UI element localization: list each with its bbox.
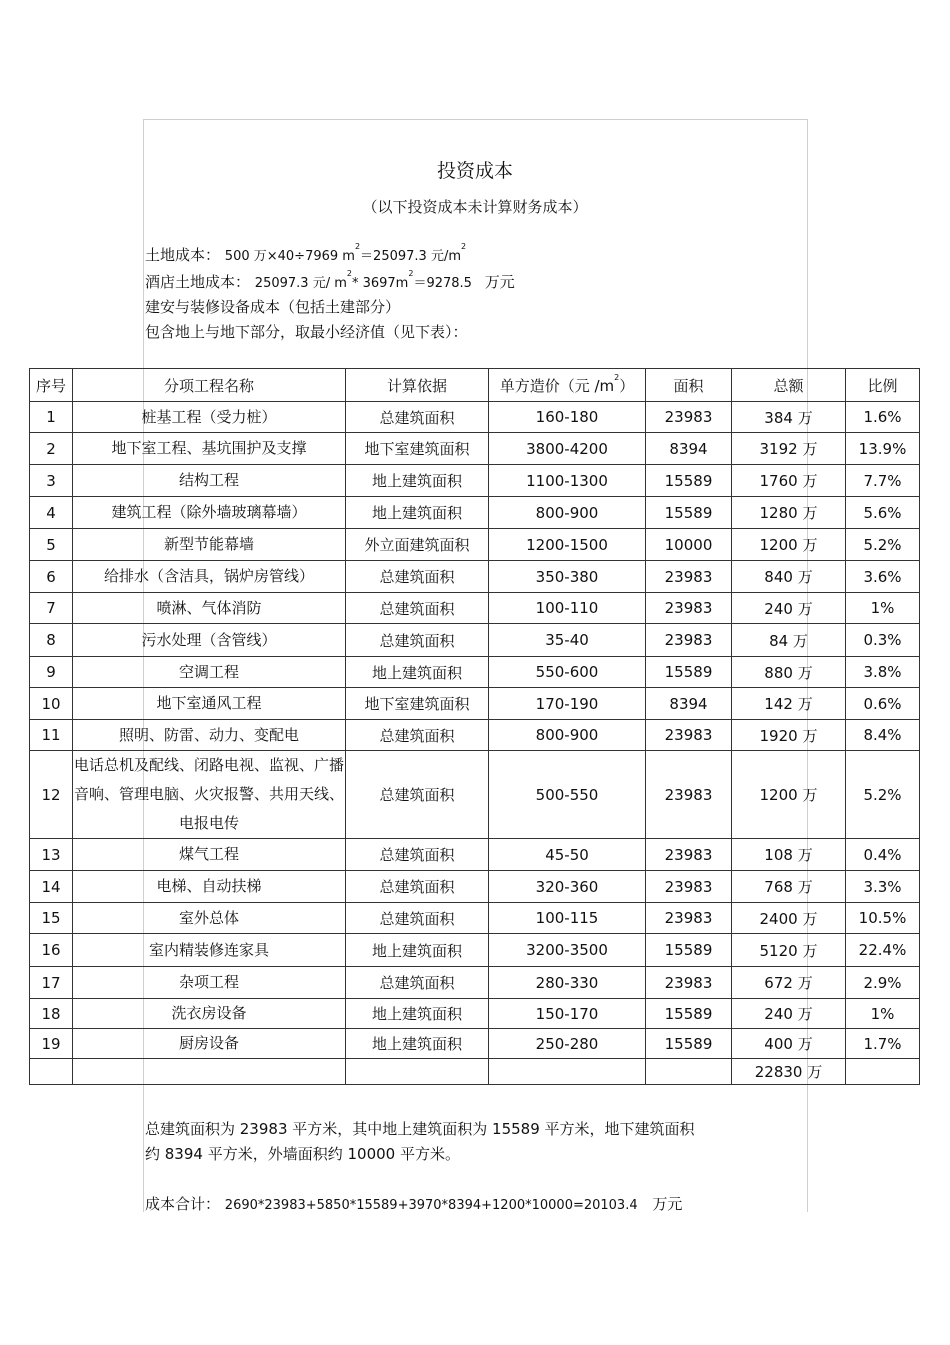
cell-item-name: 地下室通风工程 xyxy=(73,688,346,720)
cell-total: 1200 万 xyxy=(732,751,846,839)
cell-item-name: 给排水（含洁具，锅炉房管线） xyxy=(73,561,346,593)
cell-ratio: 3.6% xyxy=(846,561,920,593)
cell-total: 108 万 xyxy=(732,839,846,871)
cell-unit-price: 1100-1300 xyxy=(489,465,646,497)
cell-index: 3 xyxy=(30,465,73,497)
table-row xyxy=(30,871,920,903)
hotel-land-cost-formula-a: 25097.3 元/ m xyxy=(254,276,347,291)
cell-unit-price: 160-180 xyxy=(489,402,646,433)
cell-area: 8394 xyxy=(646,433,732,465)
hotel-land-cost-formula-b: * 3697m xyxy=(351,276,409,291)
table-row xyxy=(30,967,920,999)
cell-index: 18 xyxy=(30,999,73,1029)
cell-index: 10 xyxy=(30,688,73,720)
superscript: 2 xyxy=(346,269,352,278)
cell-unit-price: 250-280 xyxy=(489,1029,646,1059)
table-row xyxy=(30,465,920,497)
page-title: 投资成本 xyxy=(436,160,513,182)
cell-item-name: 新型节能幕墙 xyxy=(73,529,346,561)
cell-item-name: 地下室工程、基坑围护及支撑 xyxy=(73,433,346,465)
table-row xyxy=(30,529,920,561)
cell-item-name: 照明、防雷、动力、变配电 xyxy=(73,720,346,751)
cell-ratio: 3.8% xyxy=(846,657,920,688)
cell-area: 23983 xyxy=(646,720,732,751)
cell-index: 4 xyxy=(30,497,73,529)
cell-ratio: 5.2% xyxy=(846,751,920,839)
cell-item-name: 煤气工程 xyxy=(73,839,346,871)
cell-grand-total: 22830 万 xyxy=(732,1059,846,1085)
cell-unit-price: 100-110 xyxy=(489,593,646,624)
cell-total: 1200 万 xyxy=(732,529,846,561)
cell-ratio: 1% xyxy=(846,593,920,624)
cell-basis: 总建筑面积 xyxy=(346,402,489,433)
cell-unit-price: 100-115 xyxy=(489,903,646,934)
cell-basis: 总建筑面积 xyxy=(346,720,489,751)
hotel-land-cost-unit: 万元 xyxy=(484,273,515,291)
cell-total: 672 万 xyxy=(732,967,846,999)
cell-ratio: 5.2% xyxy=(846,529,920,561)
cell-index: 12 xyxy=(30,751,73,839)
cell-ratio: 1.6% xyxy=(846,402,920,433)
cell-index: 14 xyxy=(30,871,73,903)
cell-unit-price: 500-550 xyxy=(489,751,646,839)
page-subtitle: （以下投资成本未计算财务成本） xyxy=(362,198,588,216)
cell-item-name: 室内精装修连家具 xyxy=(73,934,346,967)
header-ratio: 比例 xyxy=(846,369,920,402)
include-line: 包含地上与地下部分，取最小经济值（见下表）： xyxy=(145,323,468,341)
table-total-row xyxy=(30,1059,920,1085)
cell-unit-price: 800-900 xyxy=(489,497,646,529)
cost-total-unit: 万元 xyxy=(652,1195,683,1213)
table-row xyxy=(30,999,920,1029)
cell-total: 3192 万 xyxy=(732,433,846,465)
table-row xyxy=(30,497,920,529)
cell-index: 17 xyxy=(30,967,73,999)
cell-unit-price: 1200-1500 xyxy=(489,529,646,561)
cell-index: 2 xyxy=(30,433,73,465)
cell-index: 1 xyxy=(30,402,73,433)
cell-item-name: 洗衣房设备 xyxy=(73,999,346,1029)
cell-index: 8 xyxy=(30,624,73,657)
cell-basis: 地下室建筑面积 xyxy=(346,433,489,465)
cost-total-formula: 2690*23983+5850*15589+3970*8394+1200*10000=20103.4 xyxy=(224,1198,638,1213)
cell-total: 84 万 xyxy=(732,624,846,657)
cell-area: 23983 xyxy=(646,624,732,657)
table-row xyxy=(30,402,920,433)
cost-table xyxy=(29,368,920,1085)
cell-basis: 总建筑面积 xyxy=(346,903,489,934)
table-row xyxy=(30,593,920,624)
land-cost-formula-a: 500 万×40÷7969 m xyxy=(224,249,355,264)
cell-area: 15589 xyxy=(646,465,732,497)
header-total: 总额 xyxy=(732,369,846,402)
header-index: 序号 xyxy=(30,369,73,402)
cell-ratio: 1.7% xyxy=(846,1029,920,1059)
superscript: 2 xyxy=(460,242,467,251)
cell-basis: 地上建筑面积 xyxy=(346,465,489,497)
cell-ratio: 3.3% xyxy=(846,871,920,903)
hotel-land-cost-line xyxy=(145,271,515,292)
cell-index: 7 xyxy=(30,593,73,624)
cell-ratio: 7.7% xyxy=(846,465,920,497)
cell-unit-price: 350-380 xyxy=(489,561,646,593)
cell-area: 15589 xyxy=(646,1029,732,1059)
cell-basis: 总建筑面积 xyxy=(346,561,489,593)
cell-unit-price: 550-600 xyxy=(489,657,646,688)
cell-area: 23983 xyxy=(646,967,732,999)
cell-index: 13 xyxy=(30,839,73,871)
cell-total: 240 万 xyxy=(732,593,846,624)
cell-unit-price: 280-330 xyxy=(489,967,646,999)
construction-line: 建安与装修设备成本（包括土建部分） xyxy=(145,298,401,316)
cell-ratio: 1% xyxy=(846,999,920,1029)
hotel-land-cost-label: 酒店土地成本： xyxy=(145,273,251,291)
cell-basis: 地上建筑面积 xyxy=(346,934,489,967)
cell-ratio: 22.4% xyxy=(846,934,920,967)
cell-basis: 总建筑面积 xyxy=(346,593,489,624)
cell-basis: 地上建筑面积 xyxy=(346,1029,489,1059)
table-row xyxy=(30,624,920,657)
table-row xyxy=(30,903,920,934)
table-row xyxy=(30,688,920,720)
land-cost-formula-b: ＝25097.3 元/m xyxy=(360,249,461,264)
cell-area: 8394 xyxy=(646,688,732,720)
cell-index: 6 xyxy=(30,561,73,593)
table-row xyxy=(30,657,920,688)
cell-unit-price: 3200-3500 xyxy=(489,934,646,967)
header-basis: 计算依据 xyxy=(346,369,489,402)
cell-total: 768 万 xyxy=(732,871,846,903)
cell-index: 15 xyxy=(30,903,73,934)
cell-area: 23983 xyxy=(646,402,732,433)
superscript: 2 xyxy=(408,269,414,278)
header-unit-price: 单方造价（元 $/m^2$） xyxy=(489,369,646,402)
cell-item-name: 建筑工程（除外墙玻璃幕墙） xyxy=(73,497,346,529)
cell-item-name: 污水处理（含管线） xyxy=(73,624,346,657)
header-area: 面积 xyxy=(646,369,732,402)
cell-basis: 地上建筑面积 xyxy=(346,999,489,1029)
cell-basis: 地下室建筑面积 xyxy=(346,688,489,720)
cell-ratio: 13.9% xyxy=(846,433,920,465)
cell-item-name: 喷淋、气体消防 xyxy=(73,593,346,624)
cell-empty xyxy=(646,1059,732,1085)
cell-empty xyxy=(73,1059,346,1085)
cell-basis: 地上建筑面积 xyxy=(346,497,489,529)
cell-area: 23983 xyxy=(646,751,732,839)
cell-area: 10000 xyxy=(646,529,732,561)
cell-total: 1280 万 xyxy=(732,497,846,529)
cell-index: 11 xyxy=(30,720,73,751)
cell-area: 23983 xyxy=(646,871,732,903)
cell-basis: 总建筑面积 xyxy=(346,751,489,839)
cell-item-name: 室外总体 xyxy=(73,903,346,934)
cell-ratio: 5.6% xyxy=(846,497,920,529)
cell-area: 23983 xyxy=(646,903,732,934)
superscript: 2 xyxy=(354,242,361,251)
cell-ratio: 0.4% xyxy=(846,839,920,871)
table-row xyxy=(30,433,920,465)
cell-index: 16 xyxy=(30,934,73,967)
cell-ratio: 10.5% xyxy=(846,903,920,934)
cell-area: 15589 xyxy=(646,934,732,967)
cell-item-name: 结构工程 xyxy=(73,465,346,497)
cell-unit-price: 35-40 xyxy=(489,624,646,657)
cell-empty xyxy=(489,1059,646,1085)
cell-total: 1760 万 xyxy=(732,465,846,497)
cell-basis: 总建筑面积 xyxy=(346,871,489,903)
cell-index: 19 xyxy=(30,1029,73,1059)
cell-ratio: 0.3% xyxy=(846,624,920,657)
land-cost-label: 土地成本： xyxy=(145,246,221,264)
cell-item-name: 桩基工程（受力桩） xyxy=(73,402,346,433)
cell-item-name: 厨房设备 xyxy=(73,1029,346,1059)
cell-ratio: 8.4% xyxy=(846,720,920,751)
cell-area: 23983 xyxy=(646,561,732,593)
cell-basis: 地上建筑面积 xyxy=(346,657,489,688)
table-row xyxy=(30,1029,920,1059)
cell-total: 384 万 xyxy=(732,402,846,433)
cell-total: 400 万 xyxy=(732,1029,846,1059)
header-item-name: 分项工程名称 xyxy=(73,369,346,402)
cell-basis: 总建筑面积 xyxy=(346,624,489,657)
hotel-land-cost-formula-c: ＝9278.5 xyxy=(413,276,472,291)
cell-empty xyxy=(30,1059,73,1085)
cell-ratio: 2.9% xyxy=(846,967,920,999)
cell-total: 240 万 xyxy=(732,999,846,1029)
cell-empty xyxy=(846,1059,920,1085)
cell-total: 1920 万 xyxy=(732,720,846,751)
cell-area: 23983 xyxy=(646,593,732,624)
cell-area: 23983 xyxy=(646,839,732,871)
table-row xyxy=(30,720,920,751)
table-row xyxy=(30,561,920,593)
cost-total-label: 成本合计： xyxy=(145,1195,221,1213)
cell-basis: 总建筑面积 xyxy=(346,967,489,999)
table-row xyxy=(30,751,920,839)
cell-basis: 总建筑面积 xyxy=(346,839,489,871)
land-cost-line xyxy=(145,244,466,265)
table-row xyxy=(30,934,920,967)
table-row xyxy=(30,839,920,871)
cell-item-name: 电话总机及配线、闭路电视、监视、广播音响、管理电脑、火灾报警、共用天线、电报电传 xyxy=(73,751,346,839)
cell-empty xyxy=(346,1059,489,1085)
table-header-row xyxy=(30,369,920,402)
cell-item-name: 杂项工程 xyxy=(73,967,346,999)
cell-ratio: 0.6% xyxy=(846,688,920,720)
cell-unit-price: 3800-4200 xyxy=(489,433,646,465)
cell-unit-price: 170-190 xyxy=(489,688,646,720)
cell-unit-price: 320-360 xyxy=(489,871,646,903)
cell-total: 2400 万 xyxy=(732,903,846,934)
cell-unit-price: 150-170 xyxy=(489,999,646,1029)
area-note-line2: 约 8394 平方米，外墙面积约 10000 平方米。 xyxy=(145,1145,460,1163)
area-note-line1: 总建筑面积为 23983 平方米，其中地上建筑面积为 15589 平方米，地下建筑面积 xyxy=(145,1120,695,1138)
cell-index: 5 xyxy=(30,529,73,561)
cell-basis: 外立面建筑面积 xyxy=(346,529,489,561)
cell-total: 142 万 xyxy=(732,688,846,720)
cell-area: 15589 xyxy=(646,999,732,1029)
cost-total-line xyxy=(145,1193,682,1214)
cell-unit-price: 45-50 xyxy=(489,839,646,871)
cell-unit-price: 800-900 xyxy=(489,720,646,751)
cell-total: 840 万 xyxy=(732,561,846,593)
cell-total: 5120 万 xyxy=(732,934,846,967)
cell-index: 9 xyxy=(30,657,73,688)
cell-total: 880 万 xyxy=(732,657,846,688)
cell-item-name: 电梯、自动扶梯 xyxy=(73,871,346,903)
cell-area: 15589 xyxy=(646,497,732,529)
cell-item-name: 空调工程 xyxy=(73,657,346,688)
cell-area: 15589 xyxy=(646,657,732,688)
